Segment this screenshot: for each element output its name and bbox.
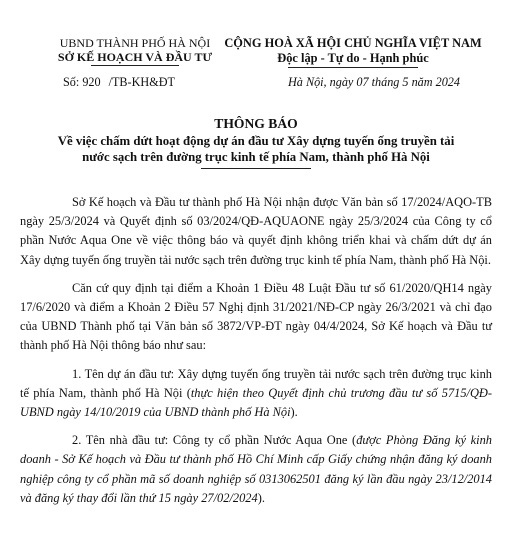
paragraph-4 [20,431,492,508]
paragraph-4-end: ). [257,490,265,505]
nation-line-2: Độc lập - Tự do - Hạnh phúc [277,51,429,65]
document-body [20,193,492,517]
document-subject [40,133,472,169]
doc-code: /TB-KH&ĐT [108,75,175,89]
subject-line-2: nước sạch trên đường trục kinh tế phía Nam, thành phố Hà Nội [82,150,430,164]
paragraph-2: Căn cứ quy định tại điểm a Khoản 1 Điều 48 Luật Đầu tư số 61/2020/QH14 ngày 17/6/2020 và điểm a Khoản 2 Điều 57 Nghị định 31/2021/NĐ-CP ngày 26/3/2021 và chỉ đạo của UBND Thành phố tại Văn bản số 3872/VP-ĐT ngày 04/4/2024, Sở Kế hoạch và Đầu tư thành phố Hà Nội thông báo như sau: [20,280,492,353]
paragraph-4-text: 2. Tên nhà đầu tư: Công ty cổ phần Nước Aqua One ( [72,433,357,448]
national-motto [216,36,490,68]
paragraph-3-italic: thực hiện theo Quyết định chủ trương đầu tư số 5715/QĐ-UBND ngày 14/10/2019 của UBND thành phố Hà Nội [20,385,492,420]
doc-number-value: 920 [82,75,101,89]
document-title: THÔNG BÁO [214,116,298,131]
document-number [63,75,175,90]
subject-line-1: Về việc chấm dứt hoạt động dự án đầu tư Xây dựng tuyến ống truyền tải [57,134,455,148]
paragraph-4-italic: được Phòng Đăng ký kinh doanh - Sở Kế hoạch và Đầu tư thành phố Hồ Chí Minh cấp Giấy chứng nhận đăng ký doanh nghiệp công ty cổ phần mã số doanh nghiệp số 0313062501 đăng ký lần đầu ngày 23/12/2014 và đăng ký thay đổi lần thứ 15 ngày 27/02/2024 [20,433,492,505]
doc-number-label: Số: [63,75,80,89]
issue-date: Hà Nội, ngày 07 tháng 5 năm 2024 [288,75,460,89]
agency-underline [91,65,179,66]
agency-line-2: SỞ KẾ HOẠCH VÀ ĐẦU TƯ [57,50,213,64]
paragraph-1: Sở Kế hoạch và Đầu tư thành phố Hà Nội nhận được Văn bản số 17/2024/AQO-TB ngày 25/3/2024 và Quyết định số 03/2024/QĐ-AQUAONE ngày 25/3/2024 của Công ty cổ phần Nước Aqua One về việc thông báo và quyết định không triển khai và chấm dứt dự án Xây dựng tuyến ống truyền tải nước sạch trên đường trục kinh tế phía Nam, thành phố Hà Nội. [20,195,492,267]
subject-underline [201,168,311,169]
agency-line-1: UBND THÀNH PHỐ HÀ NỘI [59,36,211,50]
paragraph-3 [20,365,492,423]
nation-line-1: CỘNG HOÀ XÃ HỘI CHỦ NGHĨA VIỆT NAM [224,36,482,50]
nation-underline [288,67,418,68]
issuing-agency [40,36,230,66]
paragraph-3-end: ). [290,405,298,420]
paragraph-3-text: 1. Tên dự án đầu tư: Xây dựng tuyến ống truyền tải nước sạch trên đường trục kinh tế phía Nam, thành phố Hà Nội ( [20,366,492,400]
